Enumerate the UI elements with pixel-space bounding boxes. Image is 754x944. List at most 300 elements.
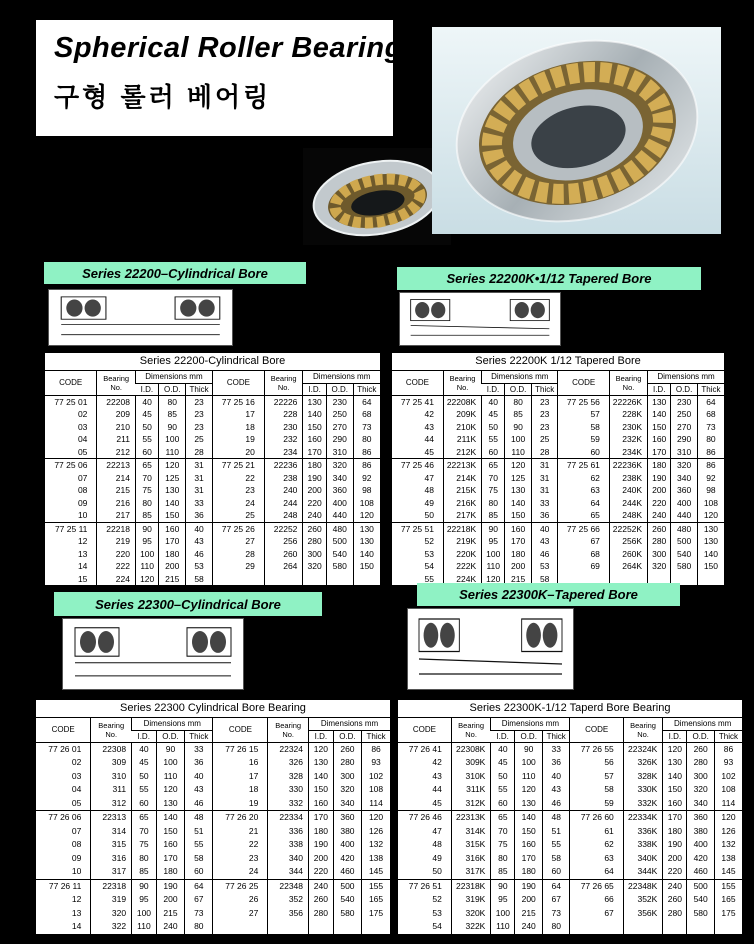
table-row bbox=[45, 535, 380, 548]
cell: 31 bbox=[531, 484, 558, 497]
cell: 190 bbox=[663, 838, 687, 852]
cell: 200 bbox=[515, 893, 543, 907]
table-row bbox=[45, 472, 380, 485]
cell: 31 bbox=[186, 459, 213, 472]
cell: 315K bbox=[451, 838, 491, 852]
cell: 260 bbox=[303, 522, 326, 535]
cell: 48 bbox=[424, 485, 434, 495]
cell: 25 bbox=[212, 509, 264, 522]
table-row bbox=[36, 797, 390, 811]
cell: 460 bbox=[687, 865, 715, 879]
cell: 190 bbox=[303, 472, 326, 485]
cell: 110 bbox=[156, 770, 184, 784]
cell: 280 bbox=[663, 907, 687, 921]
cell: 80 bbox=[697, 433, 724, 446]
cell: 210 bbox=[97, 421, 136, 434]
cell: 260K bbox=[609, 548, 647, 561]
table-row bbox=[45, 522, 380, 535]
col-header-bearing-line1: Bearing bbox=[270, 373, 297, 383]
cell: 175 bbox=[714, 907, 742, 921]
cell: 130 bbox=[648, 395, 671, 408]
table-row bbox=[36, 893, 390, 907]
table-row bbox=[398, 907, 742, 921]
cell: 238K bbox=[609, 472, 647, 485]
cell: 77 26 55 bbox=[570, 742, 623, 756]
cell: 33 bbox=[542, 742, 570, 756]
cell: 244K bbox=[609, 497, 647, 510]
cell: 52 bbox=[424, 536, 434, 546]
cell: 63 bbox=[558, 484, 609, 497]
cell: 150 bbox=[156, 825, 184, 839]
cell: 336K bbox=[623, 825, 663, 839]
cell: 100 bbox=[159, 433, 186, 446]
cell: 500 bbox=[671, 535, 698, 548]
cell: 90 bbox=[482, 522, 505, 535]
cell: 540 bbox=[687, 893, 715, 907]
cell: 215 bbox=[515, 907, 543, 921]
cell: 33 bbox=[186, 497, 213, 510]
cell: 220 bbox=[663, 865, 687, 879]
cell: 145 bbox=[714, 865, 742, 879]
table-row bbox=[392, 522, 724, 535]
cell: 50 bbox=[424, 510, 434, 520]
cell: 08 bbox=[77, 485, 88, 495]
cell: 211K bbox=[443, 433, 481, 446]
cell: 320 bbox=[687, 783, 715, 797]
cell: 380 bbox=[333, 825, 361, 839]
col-header-bearing-line1: Bearing bbox=[98, 720, 125, 730]
cell: 46 bbox=[185, 797, 213, 811]
cell: 580 bbox=[671, 560, 698, 573]
col-header-bearing-no bbox=[451, 718, 491, 742]
cell: 60 bbox=[558, 446, 609, 459]
cell: 40 bbox=[132, 742, 157, 756]
cell: 40 bbox=[491, 742, 515, 756]
cell: 120 bbox=[309, 742, 334, 756]
col-header-thick: Thick bbox=[697, 383, 724, 395]
cell: 75 bbox=[482, 484, 505, 497]
cell: 230K bbox=[609, 421, 647, 434]
cell: 42 bbox=[424, 409, 434, 419]
cell: 68 bbox=[558, 548, 609, 561]
cell: 31 bbox=[531, 472, 558, 485]
cell: 80 bbox=[185, 920, 213, 934]
cell bbox=[212, 573, 264, 586]
col-header-id: I.D. bbox=[132, 730, 157, 742]
cell: 220 bbox=[97, 548, 136, 561]
cell: 290 bbox=[671, 433, 698, 446]
cell: 77 25 16 bbox=[212, 395, 264, 408]
cell: 80 bbox=[491, 852, 515, 866]
cell: 64 bbox=[570, 865, 623, 879]
cell: 130 bbox=[309, 756, 334, 770]
col-header-code: CODE bbox=[45, 371, 97, 395]
cell: 60 bbox=[491, 797, 515, 811]
cell: 256 bbox=[264, 535, 303, 548]
cell: 215 bbox=[159, 573, 186, 586]
cell: 140 bbox=[309, 770, 334, 784]
cell: 150 bbox=[505, 509, 532, 522]
cell: 215 bbox=[156, 907, 184, 921]
table-row bbox=[398, 797, 742, 811]
cell: 22318 bbox=[91, 879, 132, 893]
cell: 80 bbox=[135, 497, 158, 510]
cell: 214K bbox=[443, 472, 481, 485]
cell: 22318K bbox=[451, 879, 491, 893]
cell: 120 bbox=[362, 811, 390, 825]
cell: 23 bbox=[186, 395, 213, 408]
cell: 126 bbox=[362, 825, 390, 839]
bearing-cross-section-diagram-22300k bbox=[407, 608, 574, 690]
cell: 22348K bbox=[623, 879, 663, 893]
cell: 300 bbox=[648, 548, 671, 561]
cell: 64 bbox=[697, 395, 724, 408]
cell: 85 bbox=[482, 509, 505, 522]
cell: 45 bbox=[432, 797, 442, 808]
cell: 51 bbox=[542, 825, 570, 839]
cross-section-drawing bbox=[400, 293, 560, 345]
cell: 232 bbox=[264, 433, 303, 446]
cell: 28 bbox=[531, 446, 558, 459]
cell: 22 bbox=[213, 838, 268, 852]
cell: 22208 bbox=[97, 395, 136, 408]
cell: 220 bbox=[303, 497, 326, 510]
cell: 165 bbox=[714, 893, 742, 907]
cell: 155 bbox=[714, 879, 742, 893]
cell: 22208K bbox=[443, 395, 481, 408]
cell: 92 bbox=[353, 472, 380, 485]
cell: 22236 bbox=[264, 459, 303, 472]
cell: 05 bbox=[77, 446, 88, 457]
table-title-22200k: Series 22200K 1/12 Tapered Bore bbox=[392, 353, 724, 371]
cell: 240 bbox=[648, 509, 671, 522]
cell: 57 bbox=[570, 770, 623, 784]
cell: 90 bbox=[132, 879, 157, 893]
cell: 170 bbox=[648, 446, 671, 459]
cell: 22226 bbox=[264, 395, 303, 408]
cell: 98 bbox=[697, 484, 724, 497]
cell: 75 bbox=[132, 838, 157, 852]
cell: 21 bbox=[213, 825, 268, 839]
cell: 85 bbox=[132, 865, 157, 879]
table-row bbox=[45, 573, 380, 586]
cell: 40 bbox=[482, 395, 505, 408]
series-label-22300k: Series 22300K–Tapered Bore bbox=[417, 583, 680, 606]
cell: 77 25 26 bbox=[212, 522, 264, 535]
cell: 36 bbox=[531, 509, 558, 522]
col-header-code: CODE bbox=[212, 371, 264, 395]
cell: 340 bbox=[268, 852, 309, 866]
cell: 480 bbox=[326, 522, 353, 535]
cell: 340 bbox=[687, 797, 715, 811]
col-header-thick: Thick bbox=[542, 730, 570, 742]
cell: 120 bbox=[515, 783, 543, 797]
col-header-code: CODE bbox=[213, 718, 268, 742]
title-box bbox=[36, 20, 403, 136]
table-row bbox=[36, 783, 390, 797]
col-header-bearing-line1: Bearing bbox=[275, 720, 302, 730]
cell: 120 bbox=[156, 783, 184, 797]
cell: 49 bbox=[432, 852, 442, 863]
cell: 317 bbox=[91, 865, 132, 879]
cell: 100 bbox=[515, 756, 543, 770]
table-title-22300k: Series 22300K-1/12 Taperd Bore Bearing bbox=[398, 700, 742, 718]
cell: 10 bbox=[71, 866, 82, 876]
cell: 85 bbox=[505, 408, 532, 421]
cell: 200 bbox=[663, 852, 687, 866]
cell: 270 bbox=[671, 421, 698, 434]
cell: 33 bbox=[185, 742, 213, 756]
cell: 110 bbox=[159, 446, 186, 459]
cell: 500 bbox=[333, 879, 361, 893]
cell: 400 bbox=[687, 838, 715, 852]
cell: 326 bbox=[268, 756, 309, 770]
cell: 311 bbox=[91, 783, 132, 797]
cell bbox=[663, 920, 687, 934]
cell: 100 bbox=[156, 756, 184, 770]
cell: 220 bbox=[648, 497, 671, 510]
table-row bbox=[45, 497, 380, 510]
cell: 17 bbox=[213, 770, 268, 784]
cell: 64 bbox=[353, 395, 380, 408]
cell: 310 bbox=[671, 446, 698, 459]
cell: 310 bbox=[326, 446, 353, 459]
cell: 85 bbox=[491, 865, 515, 879]
cell: 12 bbox=[71, 894, 82, 904]
cell: 80 bbox=[505, 395, 532, 408]
col-header-id: I.D. bbox=[648, 383, 671, 395]
cell: 160 bbox=[159, 522, 186, 535]
cell: 440 bbox=[671, 509, 698, 522]
cell: 53 bbox=[186, 560, 213, 573]
cross-section-drawing bbox=[63, 619, 243, 689]
table-row bbox=[36, 852, 390, 866]
cell: 43 bbox=[531, 535, 558, 548]
cell: 80 bbox=[353, 433, 380, 446]
col-header-dimensions: Dimensions mm bbox=[482, 371, 558, 383]
cell: 314K bbox=[451, 825, 491, 839]
cell: 320 bbox=[671, 459, 698, 472]
cell: 120 bbox=[353, 509, 380, 522]
cell: 14 bbox=[71, 921, 82, 931]
cell: 160 bbox=[663, 797, 687, 811]
cell: 150 bbox=[353, 560, 380, 573]
col-header-od: O.D. bbox=[505, 383, 532, 395]
cell: 170 bbox=[309, 811, 334, 825]
cell: 102 bbox=[362, 770, 390, 784]
cell: 540 bbox=[671, 548, 698, 561]
cell: 130 bbox=[159, 484, 186, 497]
cell: 95 bbox=[135, 535, 158, 548]
cell: 328 bbox=[268, 770, 309, 784]
cell: 69 bbox=[558, 560, 609, 573]
cell: 212K bbox=[443, 446, 481, 459]
cell: 138 bbox=[714, 852, 742, 866]
table-row bbox=[45, 408, 380, 421]
cell: 260 bbox=[663, 893, 687, 907]
cell: 248 bbox=[264, 509, 303, 522]
cell: 332 bbox=[268, 797, 309, 811]
cell: 04 bbox=[71, 784, 82, 794]
cell: 23 bbox=[186, 421, 213, 434]
cell: 59 bbox=[570, 797, 623, 811]
cell: 216 bbox=[97, 497, 136, 510]
cell: 86 bbox=[714, 742, 742, 756]
cell: 33 bbox=[531, 497, 558, 510]
cell: 58 bbox=[186, 573, 213, 586]
cell: 100 bbox=[482, 548, 505, 561]
cell: 45 bbox=[482, 408, 505, 421]
cell: 50 bbox=[482, 421, 505, 434]
cell: 220K bbox=[443, 548, 481, 561]
cell: 215K bbox=[443, 484, 481, 497]
cell: 85 bbox=[159, 408, 186, 421]
col-header-dimensions: Dimensions mm bbox=[648, 371, 724, 383]
cell: 77 26 01 bbox=[36, 742, 91, 756]
cell: 290 bbox=[326, 433, 353, 446]
cell: 15 bbox=[77, 573, 88, 584]
cell: 180 bbox=[309, 825, 334, 839]
cell: 56 bbox=[570, 756, 623, 770]
cell: 75 bbox=[135, 484, 158, 497]
cell: 43 bbox=[424, 421, 434, 432]
cell: 170 bbox=[156, 852, 184, 866]
table-row bbox=[398, 920, 742, 934]
cell: 338K bbox=[623, 838, 663, 852]
table-panel-22200 bbox=[44, 352, 381, 586]
cell: 138 bbox=[362, 852, 390, 866]
cell: 09 bbox=[71, 852, 82, 863]
cell: 132 bbox=[362, 838, 390, 852]
cell: 220 bbox=[309, 865, 334, 879]
cell: 23 bbox=[531, 421, 558, 434]
cell: 317K bbox=[451, 865, 491, 879]
cell: 44 bbox=[424, 434, 434, 444]
cell: 67 bbox=[185, 893, 213, 907]
cell: 75 bbox=[491, 838, 515, 852]
cell: 22334K bbox=[623, 811, 663, 825]
cell: 110 bbox=[491, 920, 515, 934]
cell: 311K bbox=[451, 783, 491, 797]
cell: 50 bbox=[432, 866, 442, 876]
cell: 03 bbox=[71, 770, 82, 781]
cell: 270 bbox=[326, 421, 353, 434]
cell: 150 bbox=[303, 421, 326, 434]
cell: 180 bbox=[515, 865, 543, 879]
col-header-id: I.D. bbox=[482, 383, 505, 395]
cell: 31 bbox=[186, 472, 213, 485]
cell bbox=[623, 920, 663, 934]
cell: 140 bbox=[515, 811, 543, 825]
cell: 140 bbox=[505, 497, 532, 510]
col-header-bearing-line2: No. bbox=[465, 729, 477, 739]
table-row bbox=[398, 783, 742, 797]
table-panel-22200k bbox=[391, 352, 725, 586]
cell: 50 bbox=[491, 770, 515, 784]
cell: 22218K bbox=[443, 522, 481, 535]
cell bbox=[353, 573, 380, 586]
cell: 86 bbox=[697, 446, 724, 459]
table-row bbox=[36, 756, 390, 770]
cell: 190 bbox=[515, 879, 543, 893]
cell: 23 bbox=[212, 484, 264, 497]
cell: 140 bbox=[697, 548, 724, 561]
col-header-id: I.D. bbox=[663, 730, 687, 742]
bearing-cross-section-diagram-22300 bbox=[62, 618, 244, 690]
cell: 23 bbox=[186, 408, 213, 421]
cell: 320 bbox=[333, 783, 361, 797]
cell: 31 bbox=[531, 459, 558, 472]
cell: 200 bbox=[648, 484, 671, 497]
table-row bbox=[36, 907, 390, 921]
cell: 150 bbox=[515, 825, 543, 839]
cell: 100 bbox=[505, 433, 532, 446]
cell: 43 bbox=[185, 783, 213, 797]
cell: 77 26 20 bbox=[213, 811, 268, 825]
cell: 43 bbox=[186, 535, 213, 548]
cell: 92 bbox=[697, 472, 724, 485]
table-row bbox=[36, 770, 390, 784]
cell: 16 bbox=[213, 756, 268, 770]
bearing-photo-large bbox=[432, 27, 721, 234]
cell: 500 bbox=[687, 879, 715, 893]
col-header-dimensions: Dimensions mm bbox=[491, 718, 570, 730]
cell: 80 bbox=[482, 497, 505, 510]
table-row bbox=[392, 395, 724, 408]
cell bbox=[697, 573, 724, 586]
col-header-id: I.D. bbox=[309, 730, 334, 742]
cell: 22 bbox=[212, 472, 264, 485]
cell: 17 bbox=[212, 408, 264, 421]
cell: 140 bbox=[353, 548, 380, 561]
cell: 140 bbox=[663, 770, 687, 784]
cell: 150 bbox=[159, 509, 186, 522]
col-header-thick: Thick bbox=[186, 383, 213, 395]
col-header-bearing-line1: Bearing bbox=[615, 373, 642, 383]
cell: 07 bbox=[71, 825, 82, 836]
table-row bbox=[45, 509, 380, 522]
cell: 219K bbox=[443, 535, 481, 548]
cell: 45 bbox=[135, 408, 158, 421]
cell: 110 bbox=[135, 560, 158, 573]
cell: 49 bbox=[424, 497, 434, 508]
cell: 170 bbox=[515, 852, 543, 866]
cell: 260 bbox=[264, 548, 303, 561]
table-row bbox=[398, 852, 742, 866]
cell: 300 bbox=[303, 548, 326, 561]
cell: 180 bbox=[159, 548, 186, 561]
cell: 22308 bbox=[91, 742, 132, 756]
cell: 200 bbox=[156, 893, 184, 907]
table-row bbox=[398, 879, 742, 893]
col-header-od: O.D. bbox=[159, 383, 186, 395]
cell: 319 bbox=[91, 893, 132, 907]
cell: 130 bbox=[663, 756, 687, 770]
table-row bbox=[36, 825, 390, 839]
cell: 05 bbox=[71, 797, 82, 808]
cell: 42 bbox=[432, 757, 442, 767]
bearing-cross-section-diagram-22200k bbox=[399, 292, 561, 346]
cell: 180 bbox=[156, 865, 184, 879]
cell: 260 bbox=[648, 522, 671, 535]
cell: 77 25 01 bbox=[45, 395, 97, 408]
cell: 86 bbox=[353, 459, 380, 472]
cross-section-drawing bbox=[49, 290, 232, 345]
cell: 77 26 60 bbox=[570, 811, 623, 825]
cell: 356 bbox=[268, 907, 309, 921]
cell: 62 bbox=[570, 838, 623, 852]
cell: 58 bbox=[542, 852, 570, 866]
